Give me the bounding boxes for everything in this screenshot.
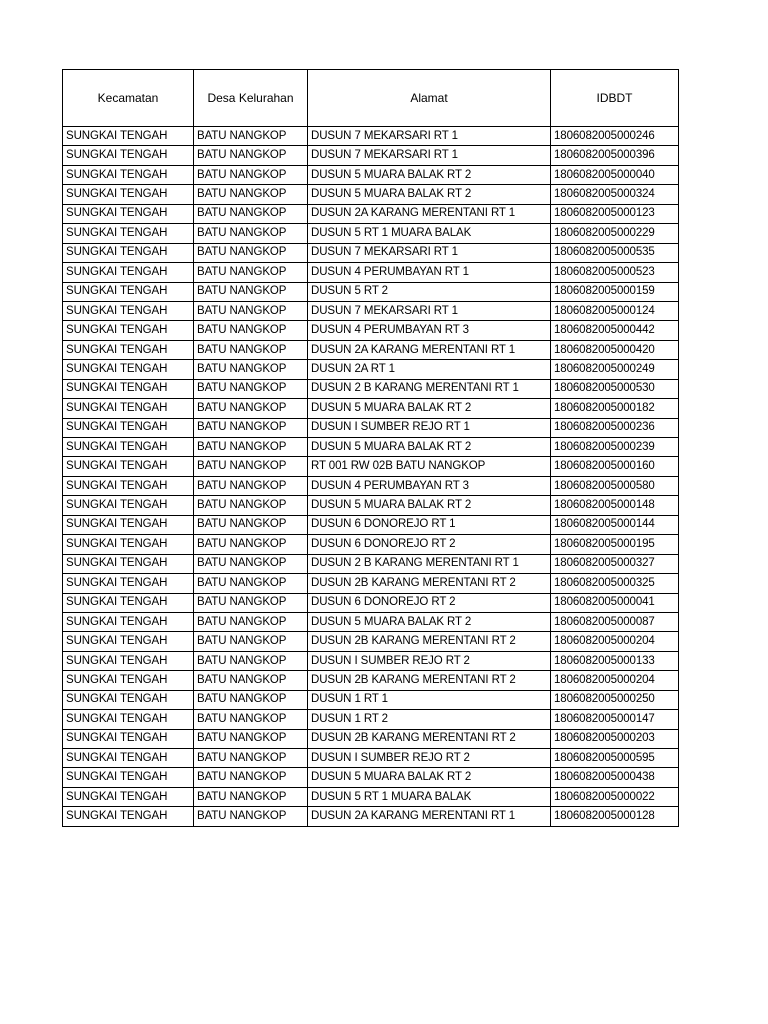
cell-alamat: DUSUN 2B KARANG MERENTANI RT 2 [308, 671, 551, 690]
cell-idbdt: 1806082005000236 [551, 418, 679, 437]
cell-kecamatan: SUNGKAI TENGAH [63, 438, 194, 457]
cell-idbdt: 1806082005000535 [551, 243, 679, 262]
header-kecamatan: Kecamatan [63, 70, 194, 127]
cell-alamat: DUSUN 5 RT 1 MUARA BALAK [308, 224, 551, 243]
cell-kecamatan: SUNGKAI TENGAH [63, 710, 194, 729]
table-row [63, 379, 679, 398]
cell-alamat: DUSUN 6 DONOREJO RT 1 [308, 515, 551, 534]
cell-kecamatan: SUNGKAI TENGAH [63, 476, 194, 495]
cell-idbdt: 1806082005000250 [551, 690, 679, 709]
cell-desa-kelurahan: BATU NANGKOP [194, 438, 308, 457]
cell-idbdt: 1806082005000133 [551, 651, 679, 670]
cell-alamat: DUSUN 7 MEKARSARI RT 1 [308, 301, 551, 320]
header-alamat: Alamat [308, 70, 551, 127]
cell-alamat: DUSUN 2 B KARANG MERENTANI RT 1 [308, 554, 551, 573]
cell-kecamatan: SUNGKAI TENGAH [63, 787, 194, 806]
cell-desa-kelurahan: BATU NANGKOP [194, 515, 308, 534]
cell-kecamatan: SUNGKAI TENGAH [63, 321, 194, 340]
cell-idbdt: 1806082005000182 [551, 399, 679, 418]
cell-idbdt: 1806082005000040 [551, 165, 679, 184]
cell-idbdt: 1806082005000160 [551, 457, 679, 476]
cell-alamat: RT 001 RW 02B BATU NANGKOP [308, 457, 551, 476]
table-row [63, 204, 679, 223]
cell-desa-kelurahan: BATU NANGKOP [194, 340, 308, 359]
cell-kecamatan: SUNGKAI TENGAH [63, 360, 194, 379]
cell-alamat: DUSUN I SUMBER REJO RT 2 [308, 749, 551, 768]
cell-kecamatan: SUNGKAI TENGAH [63, 243, 194, 262]
cell-alamat: DUSUN 5 MUARA BALAK RT 2 [308, 185, 551, 204]
table-row [63, 301, 679, 320]
cell-kecamatan: SUNGKAI TENGAH [63, 554, 194, 573]
cell-desa-kelurahan: BATU NANGKOP [194, 399, 308, 418]
cell-alamat: DUSUN 7 MEKARSARI RT 1 [308, 146, 551, 165]
table-row [63, 554, 679, 573]
cell-kecamatan: SUNGKAI TENGAH [63, 418, 194, 437]
table-header [63, 70, 679, 127]
cell-idbdt: 1806082005000128 [551, 807, 679, 826]
cell-kecamatan: SUNGKAI TENGAH [63, 729, 194, 748]
cell-desa-kelurahan: BATU NANGKOP [194, 612, 308, 631]
cell-alamat: DUSUN 2A KARANG MERENTANI RT 1 [308, 340, 551, 359]
cell-desa-kelurahan: BATU NANGKOP [194, 457, 308, 476]
table-row [63, 768, 679, 787]
cell-kecamatan: SUNGKAI TENGAH [63, 185, 194, 204]
table-row [63, 632, 679, 651]
cell-desa-kelurahan: BATU NANGKOP [194, 807, 308, 826]
cell-kecamatan: SUNGKAI TENGAH [63, 301, 194, 320]
table-row [63, 282, 679, 301]
cell-idbdt: 1806082005000203 [551, 729, 679, 748]
cell-alamat: DUSUN 5 RT 2 [308, 282, 551, 301]
cell-alamat: DUSUN 5 MUARA BALAK RT 2 [308, 165, 551, 184]
table-row [63, 671, 679, 690]
cell-kecamatan: SUNGKAI TENGAH [63, 574, 194, 593]
cell-desa-kelurahan: BATU NANGKOP [194, 146, 308, 165]
cell-idbdt: 1806082005000530 [551, 379, 679, 398]
cell-alamat: DUSUN 1 RT 1 [308, 690, 551, 709]
cell-idbdt: 1806082005000327 [551, 554, 679, 573]
table-row [63, 807, 679, 826]
cell-kecamatan: SUNGKAI TENGAH [63, 127, 194, 146]
cell-alamat: DUSUN 5 MUARA BALAK RT 2 [308, 496, 551, 515]
cell-desa-kelurahan: BATU NANGKOP [194, 360, 308, 379]
table-row [63, 165, 679, 184]
cell-desa-kelurahan: BATU NANGKOP [194, 651, 308, 670]
cell-desa-kelurahan: BATU NANGKOP [194, 321, 308, 340]
table-row [63, 749, 679, 768]
cell-idbdt: 1806082005000239 [551, 438, 679, 457]
cell-idbdt: 1806082005000022 [551, 787, 679, 806]
cell-alamat: DUSUN 2 B KARANG MERENTANI RT 1 [308, 379, 551, 398]
cell-kecamatan: SUNGKAI TENGAH [63, 224, 194, 243]
cell-alamat: DUSUN 2A KARANG MERENTANI RT 1 [308, 204, 551, 223]
table-row [63, 535, 679, 554]
cell-idbdt: 1806082005000442 [551, 321, 679, 340]
cell-idbdt: 1806082005000324 [551, 185, 679, 204]
cell-alamat: DUSUN 6 DONOREJO RT 2 [308, 593, 551, 612]
cell-alamat: DUSUN 2B KARANG MERENTANI RT 2 [308, 574, 551, 593]
cell-kecamatan: SUNGKAI TENGAH [63, 165, 194, 184]
cell-alamat: DUSUN 5 MUARA BALAK RT 2 [308, 438, 551, 457]
cell-alamat: DUSUN 7 MEKARSARI RT 1 [308, 127, 551, 146]
header-row [63, 70, 679, 127]
cell-desa-kelurahan: BATU NANGKOP [194, 263, 308, 282]
cell-desa-kelurahan: BATU NANGKOP [194, 496, 308, 515]
cell-idbdt: 1806082005000041 [551, 593, 679, 612]
cell-desa-kelurahan: BATU NANGKOP [194, 710, 308, 729]
table-row [63, 340, 679, 359]
cell-kecamatan: SUNGKAI TENGAH [63, 535, 194, 554]
cell-desa-kelurahan: BATU NANGKOP [194, 787, 308, 806]
cell-desa-kelurahan: BATU NANGKOP [194, 301, 308, 320]
table-row [63, 263, 679, 282]
table-row [63, 690, 679, 709]
cell-alamat: DUSUN 5 RT 1 MUARA BALAK [308, 787, 551, 806]
table-row [63, 418, 679, 437]
cell-kecamatan: SUNGKAI TENGAH [63, 515, 194, 534]
cell-idbdt: 1806082005000195 [551, 535, 679, 554]
cell-desa-kelurahan: BATU NANGKOP [194, 690, 308, 709]
cell-idbdt: 1806082005000144 [551, 515, 679, 534]
cell-kecamatan: SUNGKAI TENGAH [63, 749, 194, 768]
table-row [63, 593, 679, 612]
cell-desa-kelurahan: BATU NANGKOP [194, 127, 308, 146]
cell-desa-kelurahan: BATU NANGKOP [194, 476, 308, 495]
cell-kecamatan: SUNGKAI TENGAH [63, 612, 194, 631]
cell-kecamatan: SUNGKAI TENGAH [63, 671, 194, 690]
cell-desa-kelurahan: BATU NANGKOP [194, 204, 308, 223]
cell-idbdt: 1806082005000147 [551, 710, 679, 729]
cell-alamat: DUSUN 7 MEKARSARI RT 1 [308, 243, 551, 262]
table-row [63, 476, 679, 495]
cell-alamat: DUSUN I SUMBER REJO RT 1 [308, 418, 551, 437]
cell-kecamatan: SUNGKAI TENGAH [63, 807, 194, 826]
cell-alamat: DUSUN 2B KARANG MERENTANI RT 2 [308, 632, 551, 651]
table-row [63, 399, 679, 418]
table-row [63, 185, 679, 204]
table-row [63, 515, 679, 534]
table-row [63, 787, 679, 806]
cell-desa-kelurahan: BATU NANGKOP [194, 185, 308, 204]
cell-desa-kelurahan: BATU NANGKOP [194, 671, 308, 690]
cell-kecamatan: SUNGKAI TENGAH [63, 632, 194, 651]
cell-idbdt: 1806082005000159 [551, 282, 679, 301]
table-row [63, 651, 679, 670]
cell-idbdt: 1806082005000523 [551, 263, 679, 282]
cell-desa-kelurahan: BATU NANGKOP [194, 535, 308, 554]
cell-kecamatan: SUNGKAI TENGAH [63, 496, 194, 515]
table-row [63, 146, 679, 165]
cell-idbdt: 1806082005000204 [551, 632, 679, 651]
cell-desa-kelurahan: BATU NANGKOP [194, 632, 308, 651]
table-row [63, 321, 679, 340]
table-row [63, 496, 679, 515]
cell-alamat: DUSUN 5 MUARA BALAK RT 2 [308, 612, 551, 631]
table-row [63, 243, 679, 262]
cell-idbdt: 1806082005000148 [551, 496, 679, 515]
cell-desa-kelurahan: BATU NANGKOP [194, 554, 308, 573]
cell-kecamatan: SUNGKAI TENGAH [63, 457, 194, 476]
cell-kecamatan: SUNGKAI TENGAH [63, 690, 194, 709]
table-row [63, 574, 679, 593]
table-row [63, 457, 679, 476]
cell-desa-kelurahan: BATU NANGKOP [194, 729, 308, 748]
cell-idbdt: 1806082005000438 [551, 768, 679, 787]
cell-alamat: DUSUN I SUMBER REJO RT 2 [308, 651, 551, 670]
cell-desa-kelurahan: BATU NANGKOP [194, 418, 308, 437]
cell-kecamatan: SUNGKAI TENGAH [63, 399, 194, 418]
cell-alamat: DUSUN 4 PERUMBAYAN RT 3 [308, 476, 551, 495]
cell-idbdt: 1806082005000420 [551, 340, 679, 359]
cell-kecamatan: SUNGKAI TENGAH [63, 263, 194, 282]
cell-desa-kelurahan: BATU NANGKOP [194, 243, 308, 262]
table-row [63, 360, 679, 379]
cell-alamat: DUSUN 5 MUARA BALAK RT 2 [308, 399, 551, 418]
cell-idbdt: 1806082005000580 [551, 476, 679, 495]
cell-desa-kelurahan: BATU NANGKOP [194, 574, 308, 593]
table-row [63, 224, 679, 243]
cell-idbdt: 1806082005000229 [551, 224, 679, 243]
cell-idbdt: 1806082005000595 [551, 749, 679, 768]
cell-alamat: DUSUN 4 PERUMBAYAN RT 1 [308, 263, 551, 282]
table-row [63, 127, 679, 146]
data-table [62, 69, 679, 827]
header-idbdt: IDBDT [551, 70, 679, 127]
cell-kecamatan: SUNGKAI TENGAH [63, 651, 194, 670]
cell-idbdt: 1806082005000249 [551, 360, 679, 379]
cell-kecamatan: SUNGKAI TENGAH [63, 768, 194, 787]
cell-idbdt: 1806082005000204 [551, 671, 679, 690]
cell-kecamatan: SUNGKAI TENGAH [63, 593, 194, 612]
cell-idbdt: 1806082005000087 [551, 612, 679, 631]
table-row [63, 710, 679, 729]
table-row [63, 729, 679, 748]
cell-idbdt: 1806082005000124 [551, 301, 679, 320]
cell-kecamatan: SUNGKAI TENGAH [63, 379, 194, 398]
cell-kecamatan: SUNGKAI TENGAH [63, 282, 194, 301]
cell-desa-kelurahan: BATU NANGKOP [194, 165, 308, 184]
cell-idbdt: 1806082005000325 [551, 574, 679, 593]
table-row [63, 438, 679, 457]
cell-kecamatan: SUNGKAI TENGAH [63, 146, 194, 165]
cell-desa-kelurahan: BATU NANGKOP [194, 282, 308, 301]
table-body [63, 127, 679, 827]
cell-idbdt: 1806082005000123 [551, 204, 679, 223]
cell-alamat: DUSUN 6 DONOREJO RT 2 [308, 535, 551, 554]
header-desa-kelurahan: Desa Kelurahan [194, 70, 308, 127]
cell-alamat: DUSUN 2A RT 1 [308, 360, 551, 379]
cell-alamat: DUSUN 5 MUARA BALAK RT 2 [308, 768, 551, 787]
cell-desa-kelurahan: BATU NANGKOP [194, 768, 308, 787]
cell-desa-kelurahan: BATU NANGKOP [194, 224, 308, 243]
cell-idbdt: 1806082005000246 [551, 127, 679, 146]
cell-idbdt: 1806082005000396 [551, 146, 679, 165]
cell-alamat: DUSUN 1 RT 2 [308, 710, 551, 729]
cell-desa-kelurahan: BATU NANGKOP [194, 749, 308, 768]
cell-alamat: DUSUN 4 PERUMBAYAN RT 3 [308, 321, 551, 340]
cell-desa-kelurahan: BATU NANGKOP [194, 593, 308, 612]
cell-alamat: DUSUN 2B KARANG MERENTANI RT 2 [308, 729, 551, 748]
cell-desa-kelurahan: BATU NANGKOP [194, 379, 308, 398]
cell-kecamatan: SUNGKAI TENGAH [63, 340, 194, 359]
cell-kecamatan: SUNGKAI TENGAH [63, 204, 194, 223]
table-row [63, 612, 679, 631]
cell-alamat: DUSUN 2A KARANG MERENTANI RT 1 [308, 807, 551, 826]
